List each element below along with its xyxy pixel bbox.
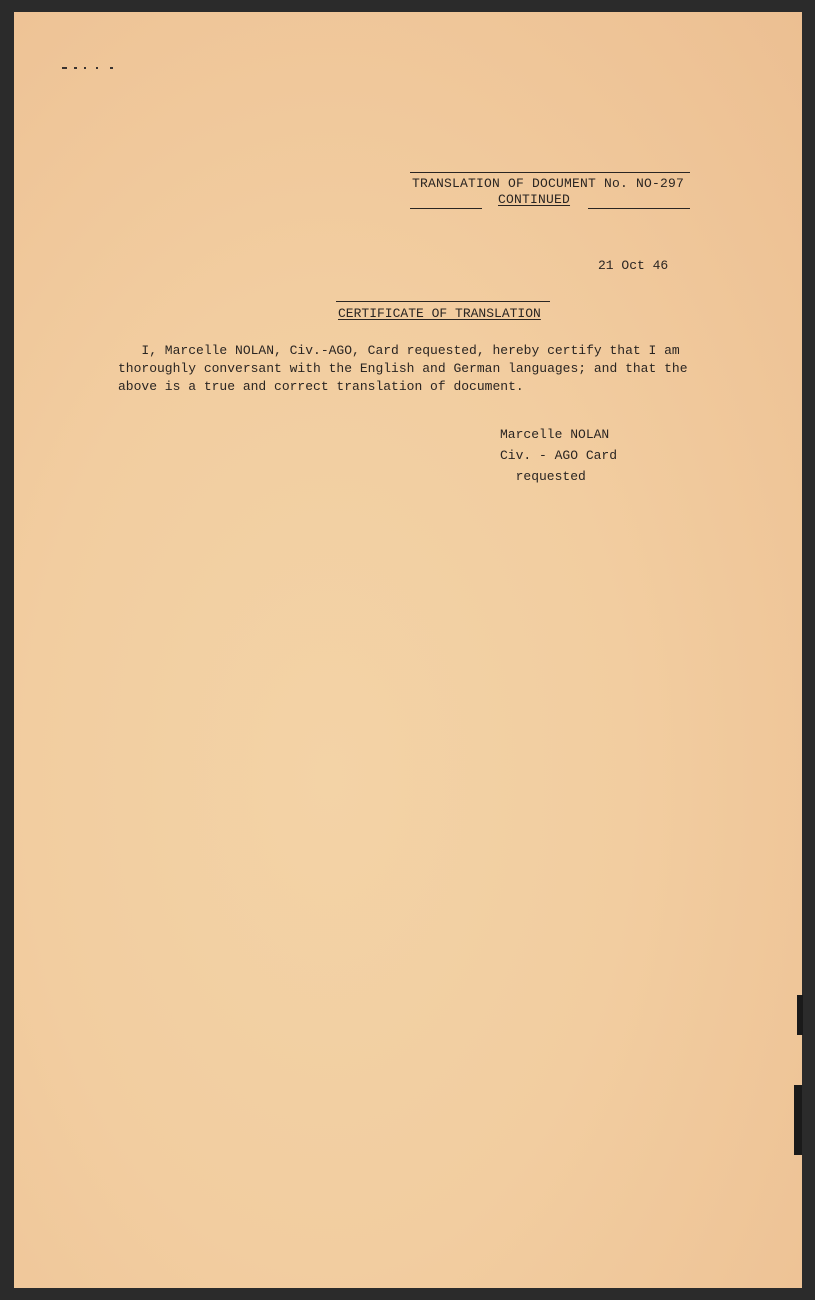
page-edge-damage [797, 995, 803, 1035]
signature-title: Civ. - AGO Card [500, 448, 618, 463]
document-number-line: TRANSLATION OF DOCUMENT No. NO-297 [412, 176, 685, 191]
document-reference-header [410, 172, 692, 212]
certificate-heading-rule [336, 301, 550, 302]
header-rule-top [410, 172, 690, 173]
document-page [14, 12, 802, 1288]
signature-name: Marcelle NOLAN [500, 427, 610, 442]
body-line: thoroughly conversant with the English and German languages; and that the [118, 361, 688, 376]
body-line: I, Marcelle NOLAN, Civ.-AGO, Card requested, hereby certify that I am [118, 343, 680, 358]
signature-note: requested [500, 469, 586, 484]
ink-speck-mark [62, 66, 114, 70]
continued-label: CONTINUED [498, 192, 571, 207]
header-rule-right [588, 208, 690, 209]
header-rule-left [410, 208, 482, 209]
page-edge-damage [794, 1085, 802, 1155]
signature-block [500, 424, 617, 487]
document-date: 21 Oct 46 [598, 258, 669, 273]
certificate-body [118, 342, 728, 396]
continued-line [410, 192, 692, 212]
certificate-heading [336, 301, 552, 321]
body-line: above is a true and correct translation of document. [118, 379, 524, 394]
certificate-title: CERTIFICATE OF TRANSLATION [338, 306, 541, 321]
